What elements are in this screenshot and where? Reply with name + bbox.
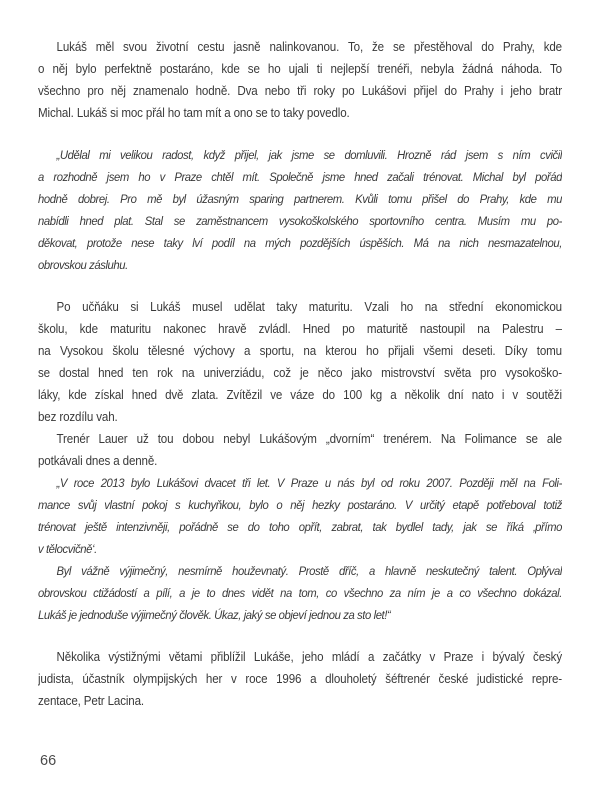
text-line: se dostal hned ten rok na univerziádu, což je něco jako mistrovství světa pro vysokoško- xyxy=(38,366,562,380)
paragraph xyxy=(38,144,562,276)
text-line: zentace, Petr Lacina. xyxy=(38,694,144,708)
text-block xyxy=(38,36,562,712)
paragraph xyxy=(38,472,562,560)
text-line: v tělocvičně‘. xyxy=(38,542,97,556)
text-line: o něj bylo perfektně postaráno, kde se ho ujali ti nejlepší trenéři, nebyla žádná náhoda. To xyxy=(38,62,562,76)
text-line: Lukáš měl svou životní cestu jasně nalinkovanou. To, že se přestěhoval do Prahy, kde xyxy=(56,40,562,54)
text-line: trénovat ještě intenzivněji, pořádně se do toho opřít, zabrat, tak bydlel tady, jak se říká ‚přímo xyxy=(38,520,562,534)
text-line: Byl vážně výjimečný, nesmírně houževnatý. Prostě dříč, a hlavně neskutečný talent. Oplýval xyxy=(56,564,562,578)
text-line: děkovat, protože nese taky lví podíl na mých pozdějších úspěších. Má na nich nesmazatelnou, xyxy=(38,236,562,250)
text-line: „V roce 2013 bylo Lukášovi dvacet tři let. V Praze u nás byl od roku 2007. Později měl na Foli- xyxy=(56,476,562,490)
text-line: nabídli hned plat. Stal se zaměstnancem vysokoškolského sportovního centra. Musím mu po- xyxy=(38,214,562,228)
text-line: judista, účastník olympijských her v roce 1996 a dlouholetý šéftrenér české judistické repre- xyxy=(38,672,562,686)
text-line: obrovskou ctižádostí a pílí, a je to dnes vidět na tom, co všechno za ním je a co všechno dokázal. xyxy=(38,586,562,600)
text-line: Michal. Lukáš si moc přál ho tam mít a ono se to taky povedlo. xyxy=(38,106,350,120)
text-line: všechno pro něj znamenalo hodně. Dva nebo tři roky po Lukášovi přijel do Prahy i jeho bratr xyxy=(38,84,562,98)
paragraph xyxy=(38,646,562,712)
text-line: láky, kde získal hned dvě zlata. Zvítězil ve váze do 100 kg a několik dní nato i v soutěži xyxy=(38,388,562,402)
text-line: a rozhodně jsem ho v Praze chtěl mít. Společně jsme hned začali trénovat. Michal byl pořád xyxy=(38,170,562,184)
text-line: mance svůj vlastní pokoj s kuchyňkou, bylo o něj hezky postaráno. V určitý etapě potřeboval totiž xyxy=(38,498,562,512)
text-line: na Vysokou školu tělesné výchovy a sportu, na kterou ho přijali všemi deseti. Díky tomu xyxy=(38,344,562,358)
page-number: 66 xyxy=(40,753,57,769)
paragraph xyxy=(38,36,562,124)
paragraph xyxy=(38,296,562,428)
text-line: bez rozdílu vah. xyxy=(38,410,118,424)
text-line: „Udělal mi velikou radost, když přijel, jak jsme se domluvili. Hrozně rád jsem s ním cvičil xyxy=(56,148,562,162)
paragraph xyxy=(38,560,562,626)
text-line: Několika výstižnými větami přiblížil Lukáše, jeho mládí a začátky v Praze i bývalý český xyxy=(56,650,562,664)
text-line: hodně dobrej. Pro mě byl úžasným sparing partnerem. Kvůli tomu přišel do Prahy, kde mu xyxy=(38,192,562,206)
text-line: obrovskou zásluhu. xyxy=(38,258,128,272)
text-line: školu, kde maturitu nakonec hravě zvládl. Hned po maturitě nastoupil na Palestru – xyxy=(38,322,562,336)
text-line: Lukáš je jednoduše výjimečný člověk. Úkaz, jaký se objeví jednou za sto let!“ xyxy=(38,608,391,622)
text-line: Po učňáku si Lukáš musel udělat taky maturitu. Vzali ho na střední ekonomickou xyxy=(56,300,562,314)
text-line: potkávali dnes a denně. xyxy=(38,454,158,468)
paragraph xyxy=(38,428,562,472)
text-line: Trenér Lauer už tou dobou nebyl Lukášovým „dvorním“ trenérem. Na Folimance se ale xyxy=(56,432,562,446)
